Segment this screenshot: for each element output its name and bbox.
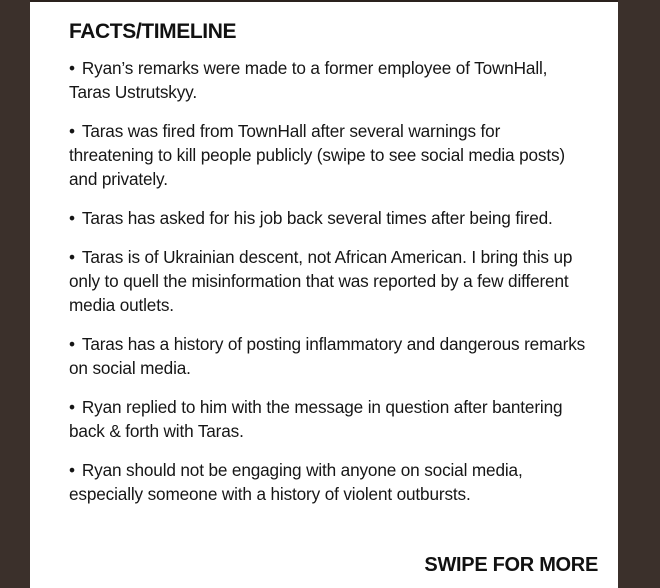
bullet-glyph: •	[69, 334, 75, 354]
facts-card	[30, 0, 618, 588]
fact-item	[69, 245, 589, 317]
fact-text: Ryan’s remarks were made to a former employee of TownHall, Taras Ustrutskyy.	[69, 58, 548, 102]
bullet-glyph: •	[69, 121, 75, 141]
facts-list	[69, 56, 589, 521]
fact-item	[69, 332, 589, 380]
fact-text: Taras has a history of posting inflammatory and dangerous remarks on social media.	[69, 334, 586, 378]
swipe-for-more-label: SWIPE FOR MORE	[424, 554, 598, 576]
fact-text: Ryan replied to him with the message in question after bantering back & forth with Taras.	[69, 397, 563, 441]
page-title: FACTS/TIMELINE	[69, 20, 237, 43]
fact-text: Taras has asked for his job back several times after being fired.	[81, 208, 553, 228]
fact-text: Ryan should not be engaging with anyone on social media, especially someone with a history of violent outbursts.	[69, 460, 523, 504]
bullet-glyph: •	[69, 397, 75, 417]
bullet-glyph: •	[69, 247, 75, 267]
fact-text: Taras is of Ukrainian descent, not African American. I bring this up only to quell the misinformation that was reported by a few different media outlets.	[69, 247, 573, 315]
fact-text: Taras was fired from TownHall after several warnings for threatening to kill people publicly (swipe to see social media posts) and privately.	[69, 121, 565, 189]
fact-item	[69, 206, 589, 230]
bullet-glyph: •	[69, 460, 75, 480]
fact-item	[69, 56, 589, 104]
fact-item	[69, 395, 589, 443]
bullet-glyph: •	[69, 58, 75, 78]
bullet-glyph: •	[69, 208, 75, 228]
fact-item	[69, 119, 589, 191]
fact-item	[69, 458, 589, 506]
